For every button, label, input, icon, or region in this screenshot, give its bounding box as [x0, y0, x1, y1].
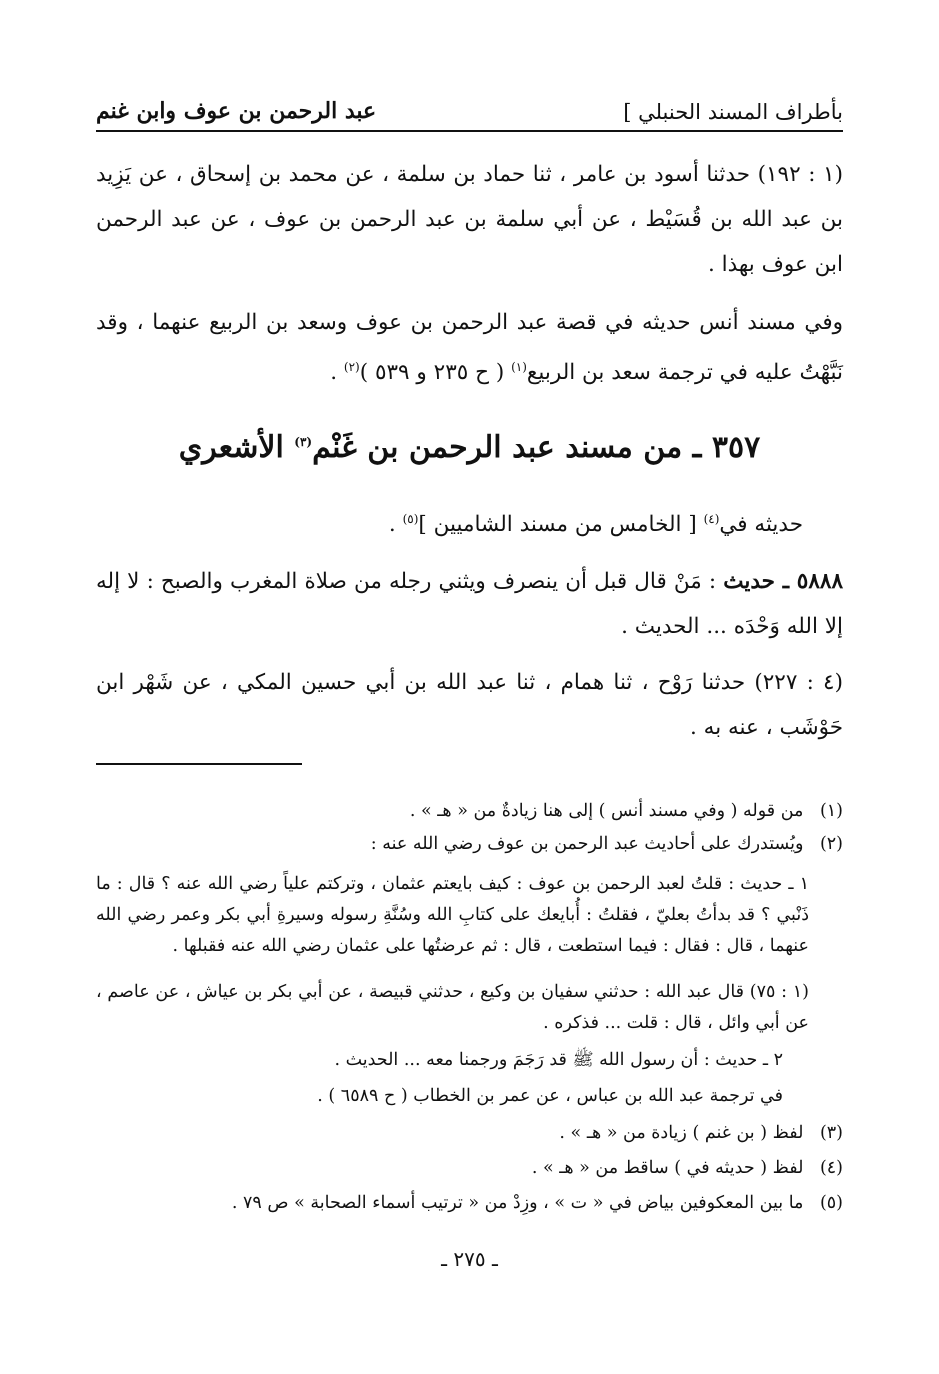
isnad-paragraph-1 — [96, 152, 843, 287]
intro-text: حديثه في — [719, 512, 803, 538]
hadith-entry — [96, 559, 843, 649]
footnote-4 — [96, 1153, 843, 1184]
footnote-3 — [96, 1118, 843, 1149]
hadith-text: : مَنْ قال قبل أن ينصرف ويثني رجله من صلاة المغرب والصبح : لا إله إلا الله وَحْدَه ... الحديث . — [96, 569, 843, 639]
footnote-2-isnad-text: (١ : ٧٥) قال عبد الله : حدثني سفيان بن وكيع ، حدثني قبيصة ، عن أبي بكر بن عياش ، عن عاصم ، عن أبي وائل ، قال : قلت ... فذكره . — [96, 982, 809, 1033]
heading-text-end: الأشعري — [178, 430, 295, 465]
section-heading — [96, 430, 843, 465]
footnote-2-hadith-2-text: ٢ ـ حديث : أن رسول الله ﷺ قد رَجَمَ ورجمنا معه ... الحديث . — [334, 1050, 783, 1070]
footnote-5 — [96, 1188, 843, 1219]
footnote-5-text: ما بين المعكوفين بياض في « ت » ، وزِدْ من « ترتيب أسماء الصحابة » ص ٧٩ . — [231, 1193, 804, 1213]
footnote-1-text: من قوله ( وفي مسند أنس ) إلى هنا زيادةٌ من « هـ » . — [409, 801, 804, 821]
footnote-2-hadith-1-text: ١ ـ حديث : قلتُ لعبد الرحمن بن عوف : كيف بايعتم عثمان ، وتركتم علياً رضي الله عنه ؟ قال : ما ذَنْبي ؟ قد بدأتُ بعليّ ، فقلتُ : أُبايعك على كتابِ الله وسُنَّةِ رسوله وسيرةِ أبي بكر وعمر رضي الله عنهما ، قال : فقال : فيما استطعت ، قال : ثم عرضتُها على عثمان رضي الله عنه فقبلها . — [96, 874, 809, 956]
footnote-4-number: (٤) — [819, 1158, 843, 1178]
intro-end: . — [388, 512, 403, 538]
footnote-ref-4: (٤) — [703, 512, 720, 526]
anas-end: . — [330, 360, 344, 386]
footnote-5-number: (٥) — [819, 1193, 843, 1213]
intro-bracket: [ الخامس من مسند الشاميين ] — [418, 512, 704, 538]
footnote-4-text: لفظ ( حديثه في ) ساقط من « هـ » . — [531, 1158, 804, 1178]
footnote-3-text: لفظ ( بن غنم ) زيادة من « هـ » . — [559, 1123, 804, 1143]
footnote-1 — [96, 796, 843, 827]
header-chapter-title: عبد الرحمن بن عوف وابن غنم — [96, 98, 377, 124]
anas-ref: ( ح ٢٣٥ و ٥٣٩ ) — [359, 360, 512, 386]
page-number: ـ ٢٧٥ ـ — [441, 1247, 498, 1271]
footnote-ref-2: (٢) — [343, 360, 360, 374]
footnote-2-isnad — [96, 977, 843, 1039]
hadith-number: ٥٨٨٨ ـ حديث — [723, 569, 843, 594]
note-paragraph-anas — [96, 300, 843, 395]
section-intro — [96, 497, 843, 547]
anas-text: وفي مسند أنس حديثه في قصة عبد الرحمن بن عوف وسعد بن الربيع عنهما ، وقد نَبَّهْتُ عليه في ترجمة سعد بن الربيع — [96, 310, 843, 386]
running-header — [96, 92, 843, 132]
isnad-text-2: (٤ : ٢٢٧) حدثنا رَوْح ، ثنا همام ، ثنا عبد الله بن أبي حسين المكي ، عن شَهْر ابن حَوْشَب ، عنه به . — [96, 670, 843, 740]
footnote-2-hadith-2 — [96, 1045, 843, 1076]
footnote-1-number: (١) — [819, 801, 843, 821]
footnote-3-number: (٣) — [819, 1123, 843, 1143]
footnote-ref-5: (٥) — [402, 512, 419, 526]
isnad-text-1: (١ : ١٩٢) حدثنا أسود بن عامر ، ثنا حماد بن سلمة ، عن محمد بن إسحاق ، عن يَزِيد بن عبد الله بن قُسَيْط ، عن أبي سلمة بن عبد الرحمن بن عوف ، عن عبد الرحمن ابن عوف بهذا . — [96, 162, 843, 277]
footnote-ref-1: (١) — [511, 360, 527, 374]
heading-text: ٣٥٧ ـ من مسند عبد الرحمن بن غَنْم — [312, 430, 761, 465]
footnote-separator — [96, 763, 302, 765]
isnad-paragraph-2 — [96, 660, 843, 750]
footnote-2-reference-text: في ترجمة عبد الله بن عباس ، عن عمر بن الخطاب ( ح ٦٥٨٩ ) . — [317, 1086, 783, 1106]
header-book-title: بأطراف المسند الحنبلي ] — [623, 100, 843, 124]
footnote-ref-3: (٣) — [294, 435, 313, 449]
footnote-2-reference — [96, 1081, 843, 1112]
footnote-2-number: (٢) — [819, 834, 843, 854]
footnote-2-hadith-1 — [96, 869, 843, 962]
footnote-2-text: ويُستدرك على أحاديث عبد الرحمن بن عوف رضي الله عنه : — [370, 834, 804, 854]
footnote-2 — [96, 829, 843, 860]
